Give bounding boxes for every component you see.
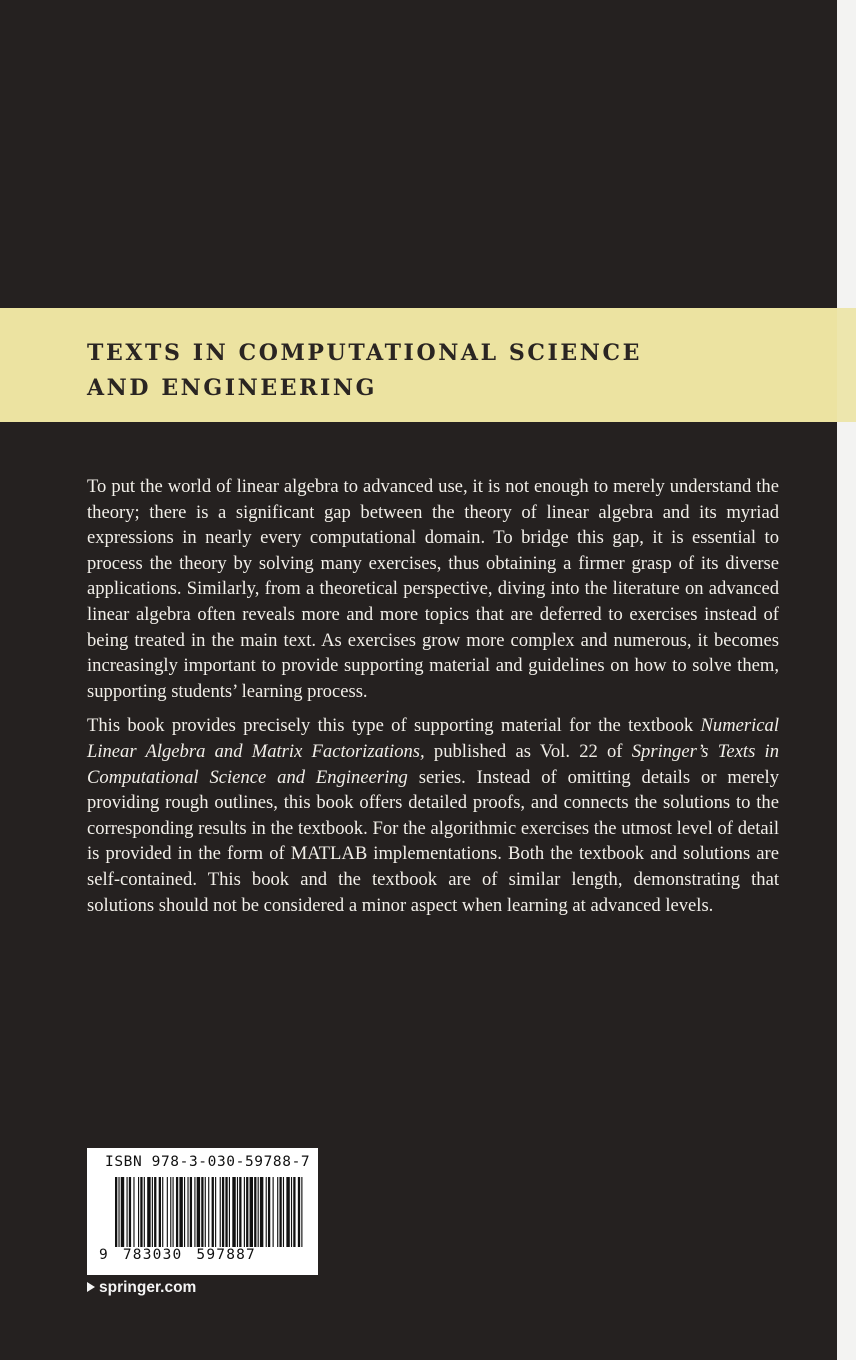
series-band-edge bbox=[837, 308, 856, 422]
series-name: Springer’s Texts in Computational Science and Engineering bbox=[87, 740, 779, 788]
publisher-url: springer.com bbox=[99, 1279, 197, 1296]
page-edge bbox=[837, 0, 856, 1360]
isbn-barcode bbox=[87, 1148, 318, 1275]
isbn-label: ISBN 978-3-030-59788-7 bbox=[105, 1154, 311, 1170]
series-title-line-2: AND ENGINEERING bbox=[87, 375, 377, 401]
arrow-right-icon bbox=[87, 1282, 95, 1292]
barcode-digits-group-1: 783030 bbox=[122, 1247, 183, 1263]
barcode-digits-group-2: 597887 bbox=[196, 1247, 256, 1263]
description-paragraph-1: To put the world of linear algebra to advanced use, it is not enough to merely understand the theory; there is a significant gap between the theory of linear algebra and its myriad expressions in nearly every computational domain. To bridge this gap, it is essential to process the theory by solving many exercises, thus obtaining a firmer grasp of its diverse applications. Similarly, from a theoretical perspective, diving into the literature on advanced linear algebra often reveals more and more topics that are deferred to exercises instead of being treated in the main text. As exercises grow more complex and numerous, it becomes increasingly important to provide supporting material and guidelines on how to solve them, supporting students’ learning process. bbox=[87, 476, 779, 702]
paragraph-2-text-b: published as Vol. 22 of bbox=[424, 740, 632, 762]
publisher-link[interactable] bbox=[87, 1279, 196, 1297]
barcode-digits bbox=[99, 1247, 256, 1263]
series-title-line-1: TEXTS IN COMPUTATIONAL SCIENCE bbox=[87, 340, 642, 366]
series-title bbox=[87, 336, 787, 406]
barcode-digit-first: 9 bbox=[99, 1247, 109, 1263]
description-paragraph-2 bbox=[87, 713, 779, 918]
textbook-title: Numerical Linear Algebra and Matrix Factorizations, bbox=[87, 715, 779, 762]
paragraph-2-text-c: series. Instead of omitting details or merely providing rough outlines, this book offers detailed proofs, and connects the solutions to the corresponding results in the textbook. For the algorithmic exercises the utmost level of detail is provided in the form of MATLAB implementations. Both the textbook and solutions are self-contained. This book and the textbook are of similar length, demonstrating that solutions should not be considered a minor aspect when learning at advanced levels. bbox=[87, 766, 779, 916]
book-description bbox=[87, 474, 779, 918]
paragraph-2-text-a: This book provides precisely this type of supporting material for the textbook bbox=[87, 715, 701, 737]
